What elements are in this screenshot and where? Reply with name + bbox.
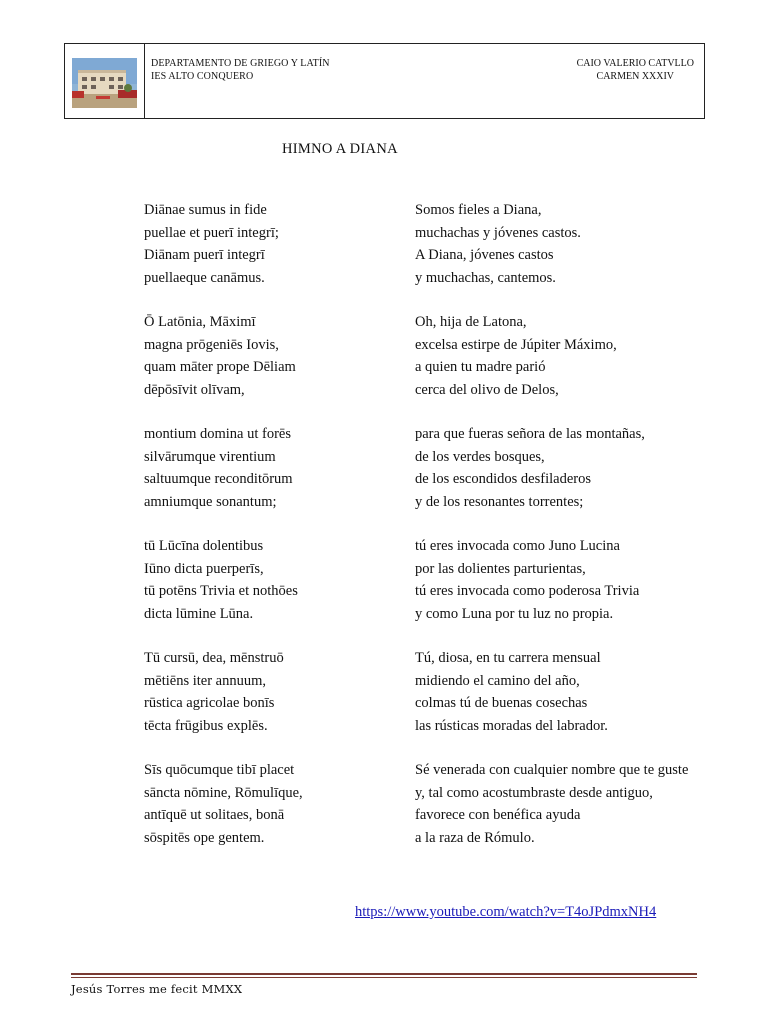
spanish-verse-line: favorece con benéfica ayuda (415, 807, 581, 823)
latin-verse-line: puellae et puerī integrī; (144, 224, 279, 241)
latin-verse-line: quam māter prope Dēliam (144, 359, 296, 375)
spanish-verse-line: Tú, diosa, en tu carrera mensual (415, 650, 601, 666)
spanish-verse-line: muchachas y jóvenes castos. (415, 224, 581, 241)
spanish-verse-line: cerca del olivo de Delos, (415, 381, 559, 398)
latin-verse-line: amniumque sonantum; (144, 493, 277, 510)
latin-verse-line: saltuumque reconditōrum (144, 471, 293, 487)
latin-verse-line: montium domina ut forēs (144, 426, 291, 442)
latin-verse-line: Iūno dicta puerperīs, (144, 560, 264, 577)
latin-verse-line: tū potēns Trivia et nothōes (144, 583, 298, 599)
poem-title: HIMNO A DIANA (282, 141, 398, 157)
spanish-verse-line: por las dolientes parturientas, (415, 560, 586, 577)
spanish-verse-line: de los escondidos desfiladeros (415, 471, 591, 487)
school-building-photo (72, 58, 137, 108)
latin-stanza (144, 423, 303, 513)
latin-verse-line: silvārumque virentium (144, 448, 276, 465)
school-name: IES ALTO CONQUERO (151, 71, 254, 82)
spanish-stanza (415, 759, 765, 849)
latin-verse-line: puellaeque canāmus. (144, 269, 265, 286)
latin-verse-line: sāncta nōmine, Rōmulīque, (144, 784, 303, 801)
latin-verse-line: antīquē ut solitaes, bonā (144, 807, 285, 823)
latin-verse-line: magna prōgeniēs Iovis, (144, 336, 279, 353)
spanish-verse-line: tú eres invocada como poderosa Trivia (415, 583, 640, 599)
latin-stanza (144, 647, 303, 737)
latin-verse-line: sōspitēs ope gentem. (144, 829, 265, 846)
document-header (64, 43, 705, 119)
latin-stanza (144, 199, 303, 289)
latin-verse-line: Tū cursū, dea, mēnstruō (144, 650, 284, 666)
spanish-verse-line: y de los resonantes torrentes; (415, 493, 584, 510)
spanish-verse-line: A Diana, jóvenes castos (415, 247, 554, 263)
spanish-stanza (415, 535, 765, 625)
footer-credit: Jesús Torres me fecit MMXX (71, 982, 243, 996)
header-right-block (577, 57, 694, 83)
spanish-verse-line: excelsa estirpe de Júpiter Máximo, (415, 336, 617, 353)
author-name: CAIO VALERIO CATVLLO (576, 58, 694, 69)
spanish-verse-line: y muchachas, cantemos. (415, 269, 556, 286)
latin-verse-line: tū Lūcīna dolentibus (144, 538, 264, 554)
latin-verse-line: Sīs quōcumque tibī placet (144, 762, 295, 778)
latin-text-column (144, 199, 303, 871)
spanish-verse-line: para que fueras señora de las montañas, (415, 426, 645, 442)
latin-stanza (144, 535, 303, 625)
work-title: CARMEN XXXIV (596, 71, 675, 82)
latin-verse-line: Diānam puerī integrī (144, 247, 265, 263)
latin-stanza (144, 759, 303, 849)
spanish-stanza (415, 311, 765, 401)
latin-verse-line: mētiēns iter annuum, (144, 672, 267, 689)
latin-verse-line: dēpōsīvit olīvam, (144, 381, 245, 398)
department-name: DEPARTAMENTO DE GRIEGO Y LATÍN (151, 58, 330, 69)
spanish-stanza (415, 199, 765, 289)
spanish-verse-line: Somos fieles a Diana, (415, 202, 542, 218)
latin-verse-line: rūstica agricolae bonīs (144, 695, 275, 711)
footer-rule-thin (71, 977, 697, 978)
spanish-verse-line: Oh, hija de Latona, (415, 314, 527, 330)
spanish-verse-line: de los verdes bosques, (415, 448, 545, 465)
spanish-verse-line: las rústicas moradas del labrador. (415, 717, 608, 734)
spanish-verse-line: a la raza de Rómulo. (415, 829, 535, 846)
school-building-image (72, 58, 137, 108)
spanish-stanza (415, 423, 765, 513)
footer-rule (71, 973, 697, 975)
spanish-verse-line: colmas tú de buenas cosechas (415, 695, 588, 711)
latin-verse-line: tēcta frūgibus explēs. (144, 717, 268, 734)
spanish-verse-line: y como Luna por tu luz no propia. (415, 605, 614, 622)
header-left-block (151, 57, 330, 83)
spanish-verse-line: Sé venerada con cualquier nombre que te guste (415, 762, 689, 778)
latin-stanza (144, 311, 303, 401)
latin-verse-line: Ō Latōnia, Māximī (144, 314, 256, 330)
youtube-video-link[interactable]: https://www.youtube.com/watch?v=T4oJPdmxNH4 (355, 904, 657, 920)
spanish-verse-line: y, tal como acostumbraste desde antiguo, (415, 784, 653, 801)
latin-verse-line: dicta lūmine Lūna. (144, 605, 254, 622)
spanish-verse-line: midiendo el camino del año, (415, 672, 580, 689)
spanish-translation-column (415, 199, 765, 871)
spanish-verse-line: tú eres invocada como Juno Lucina (415, 538, 620, 554)
latin-verse-line: Diānae sumus in fide (144, 202, 267, 218)
spanish-stanza (415, 647, 765, 737)
header-divider (144, 44, 145, 118)
spanish-verse-line: a quien tu madre parió (415, 359, 546, 375)
